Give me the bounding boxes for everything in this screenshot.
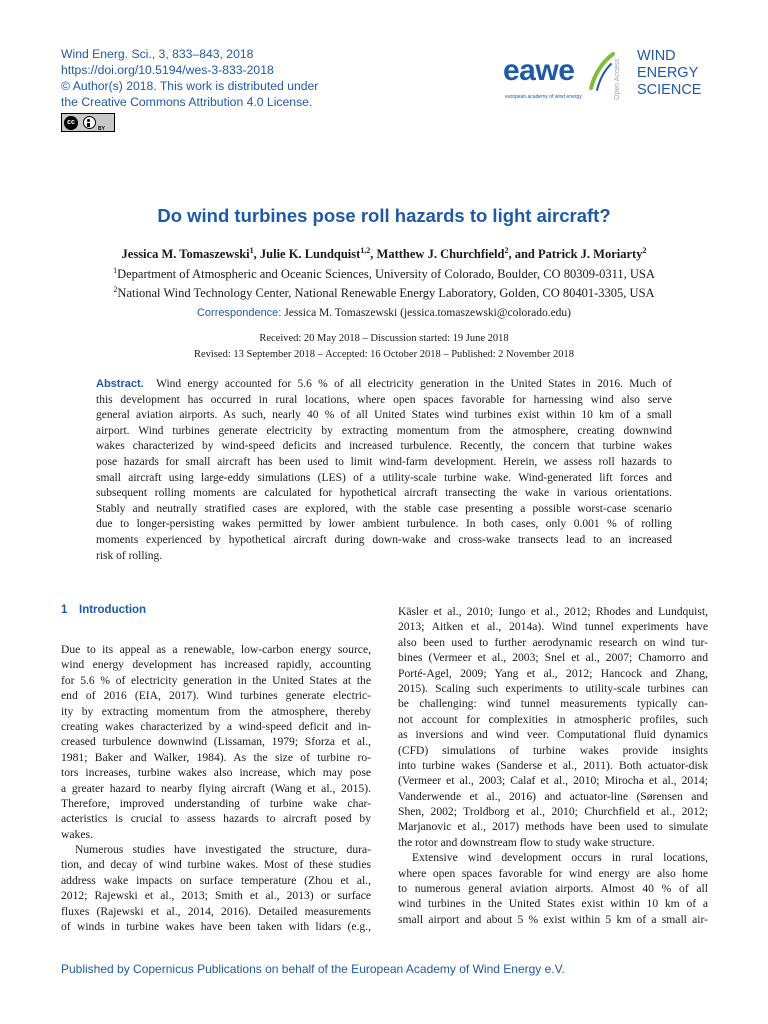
open-access-label: Open Access: [614, 58, 621, 100]
cc-by-license-badge[interactable]: cc BY: [61, 113, 115, 132]
correspondence-label: Correspondence:: [196, 307, 282, 319]
author-name[interactable]: Jessica M. Tomaszewski: [121, 247, 250, 262]
article-title: Do wind turbines pose roll hazards to light aircraft?: [157, 205, 611, 226]
body-text-line: small airport and about 5 % exist within 5 km of a small air-: [398, 912, 708, 926]
abstract-line: due to longer-persisting wakes permitted by lower ambient turbulence. In both cases, only 0.001 % of rolling: [96, 518, 672, 531]
section-number: 1: [61, 604, 68, 616]
body-text-line: Käsler et al., 2010; Iungo et al., 2012; Rhodes and Lundquist,: [398, 605, 708, 618]
body-column-right: [398, 604, 708, 927]
body-text-line: wind energy development has increased rapidly, accounting: [61, 658, 371, 672]
body-text-line: bines (Vermeer et al., 2003; Snel et al., 2007; Chamorro and: [398, 651, 708, 665]
body-text-line: be challenging: wind tunnel measurements typically can-: [398, 697, 708, 711]
body-text-line: acteristics is crucial to assess hazards to aircraft posed by: [61, 812, 371, 826]
correspondence: [0, 307, 768, 319]
affiliation-2: $^2$National Wind Technology Center, National Renewable Energy Laboratory, Golden, CO 80401-3305, USA: [113, 285, 655, 301]
cc-icon: cc: [62, 115, 80, 131]
body-text-line: Porté-Agel, 2009; Yang et al., 2012; Hancock and Zhang,: [398, 666, 708, 680]
abstract-line: subsequent rolling moments are calculated for hypothetical aircraft transecting the wake in various orientations.: [96, 487, 672, 500]
affiliation-1: $^1$Department of Atmospheric and Oceanic Sciences, University of Colorado, Boulder, CO 80309-0311, USA: [113, 266, 655, 282]
abstract-line: Abstract. Wind energy accounted for 5.6 % of all electricity generation in the United States in 2016. Much of: [96, 378, 672, 390]
body-text-line: address wake impacts on surface temperature (Zhou et al.,: [61, 873, 371, 887]
body-text-line: Numerous studies have investigated the structure, dura-: [75, 843, 371, 857]
body-text-line: into turbine wakes (Sanderse et al., 2011). Both actuator-disk: [398, 758, 708, 772]
body-text-line: Marjanovic et al., 2017) methods have been used to simulate: [398, 820, 708, 834]
published-dates: Revised: 13 September 2018 – Accepted: 16 October 2018 – Published: 2 November 2018: [194, 349, 574, 360]
body-text-line: tors increases, turbine wakes also increase, which may pose: [61, 766, 371, 780]
author-list: Jessica M. Tomaszewski$^1$, Julie K. Lundquist$^{1,2}$, Matthew J. Churchfield$^2$, and Patrick J. Moriarty$^2$: [121, 246, 647, 262]
abstract-line: wakes characterized by wind-speed deficits and increased turbulence. Recently, the concern that turbine wakes: [96, 440, 672, 453]
body-text-line: also been used to further aerodynamic research on wind tur-: [398, 635, 708, 649]
wind-turbine-icon: [587, 52, 615, 92]
body-text-line: (Vermeer et al., 2003; Calaf et al., 2010; Mirocha et al., 2014;: [398, 774, 708, 788]
author-name[interactable]: Julie K. Lundquist: [259, 247, 361, 262]
body-text-line: (CFD) simulations of turbine wakes provide insights: [398, 743, 708, 757]
body-text-line: Vanderwende et al., 2016) and actuator-line (Sørensen and: [398, 789, 708, 803]
body-text-line: Shen, 2002; Troldborg et al., 2010; Churchfield et al., 2012;: [398, 805, 708, 819]
abstract-line: general aviation airports. As such, nearly 40 % of all United States wind turbines exist within 10 km of a small: [96, 409, 672, 422]
body-text-line: 2015). Scaling such experiments to utility-scale turbines can: [398, 681, 708, 695]
body-text-line: not account for complexities in atmospheric profiles, such: [398, 712, 708, 726]
body-text-line: wakes.: [61, 827, 93, 841]
abstract-line: airport. Wind turbines generate electricity by extracting momentum from the atmosphere, creating downwind: [96, 424, 672, 437]
body-text-line: where open spaces favorable for wind energy are also home: [398, 866, 708, 880]
body-text-line: Due to its appeal as a renewable, low-carbon energy source,: [61, 643, 371, 656]
body-text-line: Therefore, improved understanding of turbine wake char-: [61, 796, 371, 810]
body-text-line: wind turbines in the United States exist within 10 km of a: [398, 897, 708, 911]
article-metadata: [61, 46, 318, 110]
citation: Wind Energ. Sci., 3, 833–843, 2018: [61, 47, 254, 61]
abstract-line: risk of rolling.: [96, 549, 163, 562]
body-text-line: to numerous general aviation airports. Almost 40 % of all: [398, 882, 708, 896]
correspondence-email[interactable]: Jessica M. Tomaszewski (jessica.tomaszewski@colorado.edu): [284, 307, 572, 319]
body-text-line: a greater hazard to nearby flying aircraft (Wang et al., 2015).: [61, 781, 371, 795]
body-text-line: 2012; Rajewski et al., 2013; Smith et al., 2013) or surface: [61, 889, 371, 903]
body-text-line: fluxes (Rajewski et al., 2014, 2016). Detailed measurements: [61, 904, 371, 918]
copyright-line: © Author(s) 2018. This work is distributed under: [61, 79, 319, 93]
body-text-line: tion, and decay of wind turbine wakes. Most of these studies: [61, 858, 371, 872]
journal-logo[interactable]: [503, 46, 713, 108]
body-text-line: of winds in turbine wakes have been taken with lidars (e.g.,: [61, 920, 371, 934]
eawe-tagline: european academy of wind energy: [505, 94, 582, 100]
eawe-logo-text: eawe: [503, 54, 575, 87]
body-text-line: 1981; Baker and Walker, 1984). As the size of turbine ro-: [61, 750, 371, 764]
received-dates: Received: 20 May 2018 – Discussion started: 19 June 2018: [259, 333, 509, 344]
section-title: Introduction: [79, 604, 147, 616]
body-text-line: creating wakes characterized by a wind-speed deficit and in-: [61, 719, 371, 733]
body-text-line: Extensive wind development occurs in rural locations,: [412, 851, 708, 865]
license-line: the Creative Commons Attribution 4.0 License.: [61, 95, 313, 109]
body-text-line: as inversions and wind veer. Computational fluid dynamics: [398, 728, 708, 742]
by-person-icon: [80, 115, 98, 131]
abstract-line: pose hazards for small aircraft has been used to limit wind-farm development. Herein, we assess roll hazards to: [96, 455, 672, 468]
body-text-line: for 5.6 % of electricity generation in the United States at the: [61, 673, 371, 687]
body-text-line: the rotor and downstream flow to study wake structure.: [398, 835, 655, 849]
doi-link[interactable]: https://doi.org/10.5194/wes-3-833-2018: [61, 63, 274, 77]
body-column-left: [61, 642, 371, 934]
abstract-line: this development has occurred in rural locations, where open spaces favorable for harnessing wind also serve: [96, 393, 672, 406]
abstract-line: Stably and neutrally stratified cases are explored, with the stable case presenting a possible worst-case scenario: [96, 502, 672, 515]
body-text-line: end of 2016 (EIA, 2017). Wind turbines generate electric-: [61, 689, 371, 703]
abstract-line: moments experienced by hypothetical aircraft during down-wake and cross-wake transects lead to an increased: [96, 533, 672, 546]
body-text-line: 2013; Aitken et al., 2014a). Wind tunnel experiments have: [398, 620, 708, 634]
author-name[interactable]: Matthew J. Churchfield: [376, 247, 505, 262]
journal-name: WIND ENERGY SCIENCE: [637, 48, 702, 98]
abstract: [96, 377, 672, 564]
abstract-line: small aircraft using large-eddy simulations (LES) of a utility-scale turbine wake. Wind-generated lift forces and: [96, 471, 672, 484]
body-text-line: ity by extracting momentum from the atmosphere, thereby: [61, 704, 371, 718]
body-text-line: creased turbulence downwind (Lissaman, 1979; Sforza et al.,: [61, 735, 371, 749]
section-heading: [61, 604, 146, 616]
abstract-label: Abstract.: [96, 378, 144, 390]
author-name[interactable]: Patrick J. Moriarty: [537, 247, 643, 262]
publisher-footer: Published by Copernicus Publications on behalf of the European Academy of Wind Energy e.V.: [61, 962, 565, 976]
